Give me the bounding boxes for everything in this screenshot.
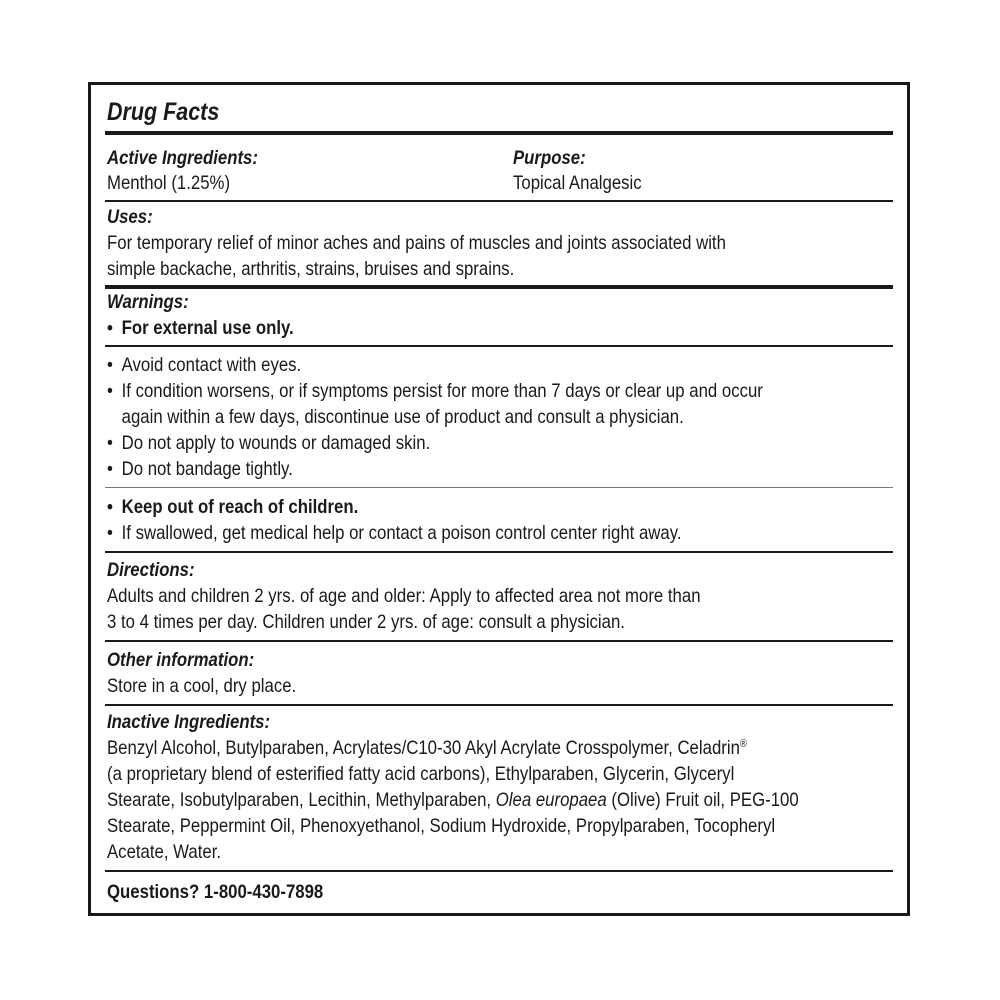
questions-phone: Questions? 1-800-430-7898 (107, 881, 324, 903)
uses-heading: Uses: (107, 206, 153, 228)
bullet: • (107, 380, 113, 402)
other-information-heading: Other information: (107, 649, 255, 671)
inactive-ingredients-line (107, 788, 799, 813)
uses-line: simple backache, arthritis, strains, bruises and sprains. (107, 258, 515, 280)
warnings-list-rule (105, 487, 893, 488)
drug-facts-title: Drug Facts (107, 98, 220, 126)
warning-item-text: Avoid contact with eyes. (121, 354, 302, 376)
active-ingredients-heading: Active Ingredients: (107, 147, 258, 169)
registered-mark: ® (739, 738, 747, 750)
warning-item-text: Do not bandage tightly. (121, 458, 293, 480)
bullet: • (107, 317, 113, 339)
inactive-ingredients-line (107, 736, 747, 761)
other-information-rule (105, 704, 893, 706)
warnings-heading: Warnings: (107, 291, 189, 313)
warning-external-text: For external use only. (121, 317, 294, 339)
warning-item-text: If condition worsens, or if symptoms persist for more than 7 days or clear up and occur (121, 380, 763, 402)
purpose-heading: Purpose: (513, 147, 586, 169)
warnings-external-rule (105, 345, 893, 347)
inactive-ingredients-line: Acetate, Water. (107, 841, 222, 863)
warning-swallowed-item (107, 521, 682, 546)
drug-facts-panel (88, 82, 910, 916)
drug-facts-content (105, 85, 893, 913)
other-information-value: Store in a cool, dry place. (107, 675, 297, 697)
warning-item (107, 353, 301, 378)
bullet: • (107, 496, 113, 518)
warning-item (107, 379, 763, 404)
warning-swallowed-text: If swallowed, get medical help or contact a poison control center right away. (121, 522, 682, 544)
warning-item-text: Do not apply to wounds or damaged skin. (121, 432, 431, 454)
bullet: • (107, 458, 113, 480)
bullet: • (107, 522, 113, 544)
title-rule (105, 131, 893, 135)
inactive-text-italic: Olea europaea (495, 789, 607, 811)
bullet: • (107, 354, 113, 376)
bullet: • (107, 432, 113, 454)
warning-children-item (107, 495, 358, 520)
warnings-rule (105, 551, 893, 553)
uses-line: For temporary relief of minor aches and pains of muscles and joints associated with (107, 232, 726, 254)
active-ingredient-value: Menthol (1.25%) (107, 172, 231, 194)
uses-rule (105, 285, 893, 289)
directions-line: Adults and children 2 yrs. of age and older: Apply to affected area not more than (107, 585, 701, 607)
warning-children-text: Keep out of reach of children. (121, 496, 359, 518)
active-rule (105, 200, 893, 202)
warning-item (107, 431, 430, 456)
purpose-value: Topical Analgesic (513, 172, 642, 194)
warning-item-text: again within a few days, discontinue use of product and consult a physician. (121, 406, 684, 428)
inactive-text: (Olive) Fruit oil, PEG-100 (606, 789, 799, 811)
warning-external-item (107, 316, 294, 341)
inactive-text: Benzyl Alcohol, Butylparaben, Acrylates/C10-30 Akyl Acrylate Crosspolymer, Celadrin (107, 737, 740, 759)
directions-heading: Directions: (107, 559, 195, 581)
inactive-text: Stearate, Isobutylparaben, Lecithin, Methylparaben, (107, 789, 496, 811)
warning-item (107, 457, 293, 482)
inactive-ingredients-line: (a proprietary blend of esterified fatty acid carbons), Ethylparaben, Glycerin, Glyceryl (107, 763, 735, 785)
inactive-ingredients-heading: Inactive Ingredients: (107, 711, 271, 733)
directions-line: 3 to 4 times per day. Children under 2 yrs. of age: consult a physician. (107, 611, 625, 633)
directions-rule (105, 640, 893, 642)
warning-item-continuation (107, 405, 684, 430)
inactive-ingredients-line: Stearate, Peppermint Oil, Phenoxyethanol, Sodium Hydroxide, Propylparaben, Tocopheryl (107, 815, 776, 837)
inactive-ingredients-rule (105, 870, 893, 872)
